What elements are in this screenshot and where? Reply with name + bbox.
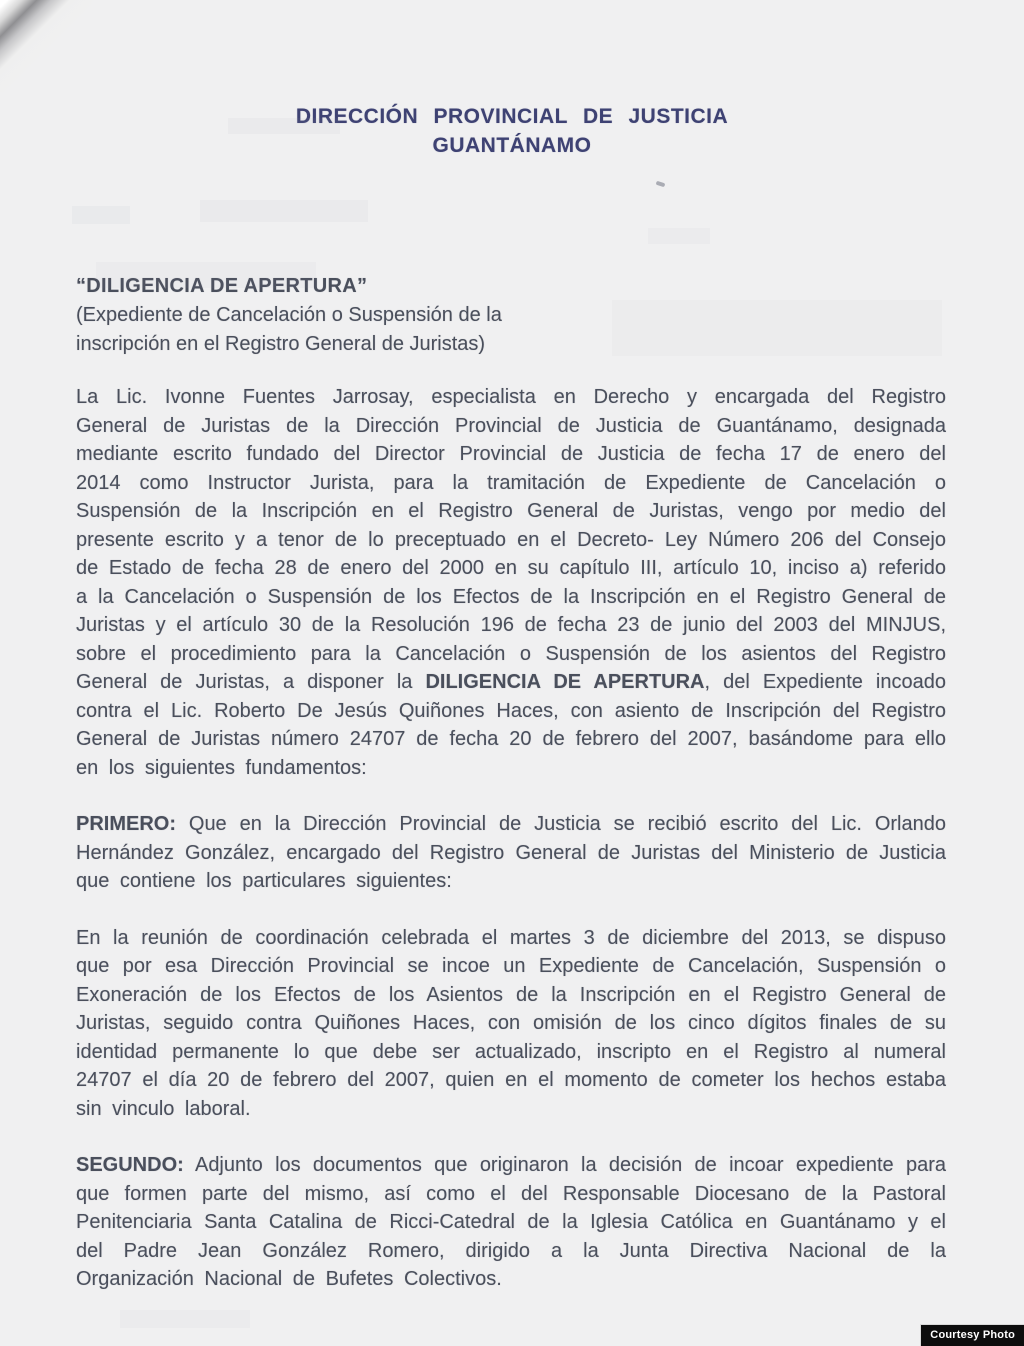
paragraph-bold-text: SEGUNDO: xyxy=(76,1154,184,1176)
letterhead-line2: GUANTÁNAMO xyxy=(432,134,592,157)
scan-artifact xyxy=(120,1310,250,1328)
paragraph-bold-text: PRIMERO: xyxy=(76,813,176,835)
paragraph xyxy=(76,1151,946,1294)
title-block xyxy=(76,272,946,359)
letterhead xyxy=(0,0,1024,160)
courtesy-photo-badge: Courtesy Photo xyxy=(920,1324,1024,1346)
paragraph xyxy=(76,924,946,1124)
stray-ink-mark xyxy=(656,181,666,188)
paragraph-text: La Lic. Ivonne Fuentes Jarrosay, especialista en Derecho y encargada del Registro General de Juristas de la Dirección Provincial de Justicia de Guantánamo, designada mediante escrito fundado del Director Provincial de Justicia de fecha 17 de enero del 2014 como Instructor Jurista, para la tramitación de Expediente de Cancelación o Suspensión de la Inscripción en el Registro General de Juristas, vengo por medio del presente escrito y a tenor de lo preceptuado en el Decreto- Ley Número 206 del Consejo de Estado de fecha 28 de enero del 2000 en su capítulo III, artículo 10, inciso a) referido a la Cancelación o Suspensión de los Efectos de la Inscripción en el Registro General de Juristas y el artículo 30 de la Resolución 196 de fecha 23 de junio del 2003 del MINJUS, sobre el procedimiento para la Cancelación o Suspensión de los asientos del Registro General de Juristas, a disponer la xyxy=(76,386,946,693)
paragraph xyxy=(76,383,946,782)
letterhead-line1: DIRECCIÓN PROVINCIAL DE JUSTICIA xyxy=(295,105,729,128)
paragraph-text: Que en la Dirección Provincial de Justicia se recibió escrito del Lic. Orlando Hernández González, encargado del Registro General de Juristas del Ministerio de Justicia que contiene los particulares siguientes: xyxy=(76,813,946,892)
paragraph xyxy=(76,810,946,896)
scan-artifact xyxy=(200,200,368,222)
scan-artifact xyxy=(72,206,130,224)
document-title: “DILIGENCIA DE APERTURA” xyxy=(76,275,368,297)
paragraph-text: , del Expediente incoado contra el Lic. Roberto De Jesús Quiñones Haces, con asiento de Inscripción del Registro General de Juristas número 24707 de fecha 20 de febrero del 2007, basándome para ello en los siguientes fundamentos: xyxy=(76,671,946,779)
scan-artifact xyxy=(648,228,710,244)
paragraph-text: En la reunión de coordinación celebrada el martes 3 de diciembre del 2013, se dispuso que por esa Dirección Provincial se incoe un Expediente de Cancelación, Suspensión o Exoneración de los Efectos de los Asientos de la Inscripción en el Registro General de Juristas, seguido contra Quiñones Haces, con omisión de los cinco dígitos finales de su identidad permanente lo que debe ser actualizado, inscripto en el Registro al numeral 24707 el día 20 de febrero del 2007, quien en el momento de cometer los hechos estaba sin vinculo laboral. xyxy=(76,926,946,1120)
paragraph-bold-text: DILIGENCIA DE APERTURA xyxy=(425,671,705,693)
paragraphs xyxy=(76,383,946,1294)
paragraph-text: Adjunto los documentos que originaron la decisión de incoar expediente para que formen parte del mismo, así como el del Responsable Diocesano de la Pastoral Penitenciaria Santa Catalina de Ricci-Catedral de la Iglesia Católica en Guantánamo y el del Padre Jean González Romero, dirigido a la Junta Directiva Nacional de la Organización Nacional de Bufetes Colectivos. xyxy=(76,1154,946,1290)
document-subtitle-line1: (Expediente de Cancelación o Suspensión de la xyxy=(76,304,502,326)
document-subtitle-line2: inscripción en el Registro General de Juristas) xyxy=(76,333,486,355)
